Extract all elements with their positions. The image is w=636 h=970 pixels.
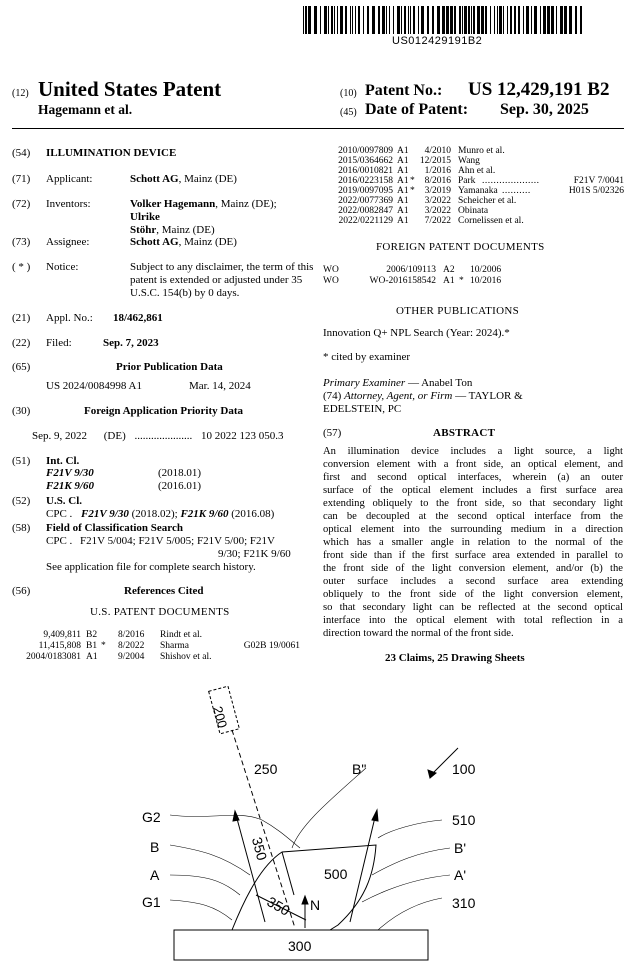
- code-10: (10): [340, 88, 357, 99]
- foreign-priority: [32, 430, 284, 443]
- barcode-bar: [462, 6, 463, 34]
- barcode-bar: [308, 6, 311, 34]
- ref-date: 7/2022: [424, 216, 451, 226]
- refs-heading: References Cited: [124, 585, 204, 597]
- barcode-bar: [410, 6, 411, 34]
- ref-kind: A1: [397, 186, 409, 196]
- ref-number: 2010/0097809: [338, 146, 393, 156]
- ref-number: 2022/0082847: [338, 206, 393, 216]
- ref-name: Scheicher et al.: [458, 196, 517, 206]
- inventor-1-location: , Mainz (DE);: [215, 198, 277, 210]
- foreign-heading: Foreign Application Priority Data: [84, 405, 243, 417]
- leader-310: [378, 898, 442, 930]
- ref-date: 4/2010: [424, 146, 451, 156]
- barcode-bar: [345, 6, 347, 34]
- barcode-bar: [514, 6, 516, 34]
- barcode-bar: [477, 6, 480, 34]
- label-n: N: [310, 897, 321, 913]
- barcode-bar: [378, 6, 380, 34]
- examiner-name: — Anabel Ton: [405, 377, 473, 389]
- attorney-label: Attorney, Agent, or Firm: [344, 390, 453, 402]
- barcode-bar: [518, 6, 520, 34]
- applicant-name: Schott AG: [130, 173, 179, 185]
- cpc-label: CPC .: [46, 508, 73, 520]
- optical-element: [232, 845, 376, 930]
- barcode-graphic: [303, 6, 585, 34]
- publication-number: US012429191B2: [392, 35, 483, 47]
- appl-number: 18/462,861: [113, 312, 163, 324]
- barcode-bar: [437, 6, 440, 34]
- abstract-line: surface of the optical element includes a first surface area: [323, 485, 623, 496]
- barcode-bar: [503, 6, 504, 34]
- inventor-1-name: Volker Hagemann: [130, 198, 216, 210]
- barcode-bar: [358, 6, 360, 34]
- ref-date: 8/2016: [424, 176, 451, 186]
- barcode-bar: [551, 6, 554, 34]
- intcl-class: F21K 9/60: [46, 480, 94, 492]
- applicant-location: , Mainz (DE): [178, 173, 237, 185]
- abstract-text: [323, 445, 623, 640]
- barcode-bar: [490, 6, 491, 34]
- foreign-code: (30): [12, 405, 31, 417]
- barcode-bar: [531, 6, 532, 34]
- cpc-class-2: F21K 9/60: [180, 508, 229, 520]
- label-b-prime: B': [454, 840, 467, 856]
- prior-date: Mar. 14, 2024: [189, 380, 251, 392]
- document-type: United States Patent: [38, 77, 222, 101]
- ref-number: 11,415,808: [38, 641, 81, 651]
- barcode-bar: [427, 6, 429, 34]
- ref-number: 2016/0223158: [338, 176, 393, 186]
- ref-date: 8/2022: [118, 641, 145, 651]
- barcode-bar: [393, 6, 394, 34]
- barcode-bar: [401, 6, 402, 34]
- filed-code: (22): [12, 337, 31, 349]
- field-line-1: F21V 5/004; F21V 5/005; F21V 5/00; F21V: [80, 535, 275, 547]
- field-line-2: 9/30; F21K 9/60: [218, 548, 291, 560]
- ref-star: *: [101, 641, 106, 651]
- abstract-line: direction toward the normal of the front side.: [323, 628, 514, 639]
- barcode-bar: [334, 6, 335, 34]
- ref-date: 12/2015: [419, 156, 451, 166]
- ref-kind: A1: [86, 652, 98, 662]
- barcode-bar: [314, 6, 317, 34]
- label-g2: G2: [142, 809, 161, 825]
- prior-code: (65): [12, 361, 31, 373]
- ref-name: Sharma: [160, 641, 190, 651]
- prior-heading: Prior Publication Data: [116, 361, 223, 373]
- ref-kind: A1: [443, 276, 455, 286]
- ref-star: *: [459, 276, 464, 286]
- barcode-bar: [350, 6, 351, 34]
- barcode-bar: [459, 6, 461, 34]
- ref-number: WO-2016158542: [369, 276, 436, 286]
- abstract-line: outer surface includes a second surface area extending: [323, 576, 623, 587]
- ref-date: 10/2016: [470, 276, 502, 286]
- barcode-bar: [367, 6, 369, 34]
- attorney-code: (74): [323, 390, 342, 402]
- field-cpc-label: CPC .: [46, 535, 73, 547]
- label-200: 200: [210, 704, 231, 730]
- uscl-label: U.S. Cl.: [46, 495, 83, 507]
- other-pubs-heading: OTHER PUBLICATIONS: [396, 305, 520, 317]
- barcode-bar: [523, 6, 524, 34]
- barcode-bar: [363, 6, 364, 34]
- abstract-line: An illumination device includes a light source, a light: [323, 446, 623, 457]
- barcode-bar: [305, 6, 307, 34]
- barcode-bar: [575, 6, 577, 34]
- inventors-label: Inventors:: [46, 198, 91, 210]
- ref-name: Cornelissen et al.: [458, 216, 524, 226]
- barcode-bar: [408, 6, 409, 34]
- ref-class: F21V 7/0041: [573, 176, 624, 186]
- ref-name: Shishov et al.: [160, 652, 212, 662]
- cpc-version-1: (2018.02);: [128, 508, 181, 520]
- barcode-bar: [386, 6, 387, 34]
- barcode-bar: [507, 6, 508, 34]
- assignee-location: , Mainz (DE): [178, 236, 237, 248]
- label-310: 310: [452, 895, 476, 911]
- barcode-bar: [569, 6, 572, 34]
- ref-kind: A1: [397, 166, 409, 176]
- leader-a-prime: [362, 875, 450, 902]
- barcode-bar: [413, 6, 415, 34]
- barcode-bar: [450, 6, 453, 34]
- abstract-line: first and second optical interfaces, wherein (a) an outer: [323, 472, 623, 483]
- intcl-version: (2016.01): [158, 480, 202, 492]
- barcode-bar: [397, 6, 400, 34]
- ref-number: 2015/0364662: [338, 156, 393, 166]
- abstract-line: extending obliquely to the front side, so that secondary light: [323, 498, 623, 509]
- ray-arrow-right: [372, 810, 378, 821]
- ref-name: Park: [458, 176, 476, 186]
- ref-kind: A1: [397, 146, 409, 156]
- barcode-bar: [543, 6, 546, 34]
- appl-code: (21): [12, 312, 31, 324]
- ref-name: Munro et al.: [458, 146, 505, 156]
- title-code: (54): [12, 147, 31, 159]
- ref-kind: A1: [397, 176, 409, 186]
- notice-line: Subject to any disclaimer, the term of this: [130, 261, 314, 273]
- examiner: [323, 377, 472, 390]
- notice-line: patent is extended or adjusted under 35: [130, 274, 303, 286]
- label-a: A: [150, 867, 160, 883]
- barcode-bar: [355, 6, 356, 34]
- ref-star: *: [410, 186, 415, 196]
- field-code: (58): [12, 522, 31, 534]
- label-350-b: 350: [264, 893, 293, 919]
- abstract-line: interface into the optical element with total reflection in a: [323, 615, 623, 626]
- barcode-bar: [580, 6, 582, 34]
- ref-kind: B2: [86, 630, 98, 640]
- abstract-line: front side than if the first surface area extended in parallel to: [323, 550, 623, 561]
- header-rule: [12, 128, 624, 129]
- barcode-bar: [337, 6, 338, 34]
- abstract-line: obliquely to the front side of the light conversion element,: [323, 589, 623, 600]
- barcode-bar: [564, 6, 567, 34]
- ref-country: WO: [323, 276, 339, 286]
- leader-b-prime: [372, 848, 450, 875]
- barcode-bar: [382, 6, 385, 34]
- label-510: 510: [452, 812, 476, 828]
- inventor-2-location: , Mainz (DE): [156, 224, 215, 236]
- barcode-bar: [454, 6, 456, 34]
- abstract-line: can be decoupled at the second optical interface from the: [323, 511, 623, 522]
- barcode-bar: [510, 6, 512, 34]
- ref-kind: A1: [397, 156, 409, 166]
- barcode-bar: [303, 6, 304, 34]
- barcode-bar: [432, 6, 434, 34]
- ref-date: 3/2019: [424, 186, 451, 196]
- refs-code: (56): [12, 585, 31, 597]
- ref-date: 10/2006: [470, 265, 502, 275]
- ref-name: Ahn et al.: [458, 166, 496, 176]
- ref-number: 2022/0221129: [338, 216, 393, 226]
- label-250: 250: [254, 761, 278, 777]
- abstract-code: (57): [323, 427, 342, 439]
- intcl-code: (51): [12, 455, 31, 467]
- abstract-line: optical element into the surrounding medium in a direction: [323, 524, 623, 535]
- foreign-date: Sep. 9, 2022: [32, 430, 87, 442]
- barcode-bar: [328, 6, 329, 34]
- patent-date: Sep. 30, 2025: [500, 101, 589, 118]
- barcode-bar: [556, 6, 557, 34]
- label-100: 100: [452, 761, 476, 777]
- ref-name: Rindt et al.: [160, 630, 202, 640]
- leader-510: [378, 820, 442, 838]
- barcode-bar: [468, 6, 470, 34]
- barcode-bar: [481, 6, 484, 34]
- abstract-line: conversion element with a front side, an optical element, and: [323, 459, 623, 470]
- examiner-label: Primary Examiner: [323, 377, 406, 389]
- abstract-line: which has a smaller angle in relation to the normal of the: [323, 537, 623, 548]
- barcode-bar: [464, 6, 467, 34]
- ref-date: 1/2016: [424, 166, 451, 176]
- foreign-number: 10 2022 123 050.3: [201, 430, 284, 442]
- label-b: B: [150, 839, 160, 855]
- barcode-bar: [471, 6, 472, 34]
- inventors-code: (72): [12, 198, 31, 210]
- barcode-bar: [340, 6, 343, 34]
- barcode-bar: [473, 6, 475, 34]
- ref-kind: A1: [397, 216, 409, 226]
- appl-label: Appl. No.:: [46, 312, 93, 324]
- label-500: 500: [324, 866, 348, 882]
- assignee: [130, 236, 237, 249]
- light-ray-right: [350, 813, 376, 922]
- ref-number: 2022/0077369: [338, 196, 393, 206]
- attorney: [323, 390, 523, 403]
- field-label: Field of Classification Search: [46, 522, 183, 534]
- abstract-line: so that secondary light can be reflected at the second optical: [323, 602, 623, 613]
- ref-number: 2019/0097095: [338, 186, 393, 196]
- uscl-code: (52): [12, 495, 31, 507]
- ref-name: Wang: [458, 156, 480, 166]
- ref-date: 8/2016: [118, 630, 145, 640]
- intcl-label: Int. Cl.: [46, 455, 80, 467]
- field-note: See application file for complete search history.: [46, 561, 256, 573]
- patent-no-label: Patent No.:: [365, 82, 443, 99]
- invention-title: ILLUMINATION DEVICE: [46, 147, 177, 159]
- leader-a: [170, 875, 240, 895]
- barcode-bar: [547, 6, 550, 34]
- cpc-line: [46, 508, 274, 521]
- barcode-bar: [320, 6, 321, 34]
- attorney-line-2: EDELSTEIN, PC: [323, 403, 402, 415]
- patent-drawing: [0, 670, 636, 970]
- assignee-code: (73): [12, 236, 31, 248]
- assignee-name: Schott AG: [130, 236, 179, 248]
- ref-number: 2006/109113: [386, 265, 436, 275]
- label-a-prime: A': [454, 867, 467, 883]
- ref-name: Obinata: [458, 206, 489, 216]
- ref-class: H01S 5/02326: [568, 186, 624, 196]
- barcode-bar: [560, 6, 563, 34]
- intcl-version: (2018.01): [158, 467, 202, 479]
- ref-dots: ....................: [482, 176, 540, 186]
- code-45: (45): [340, 107, 357, 118]
- notice-code: ( * ): [12, 261, 31, 273]
- ref-date: 9/2004: [118, 652, 145, 662]
- barcode-bar: [526, 6, 529, 34]
- date-label: Date of Patent:: [365, 101, 469, 118]
- barcode-bar: [485, 6, 487, 34]
- barcode-bar: [372, 6, 375, 34]
- inventor-2-last: Stöhr: [130, 224, 157, 236]
- ref-kind: A1: [397, 196, 409, 206]
- barcode-bar: [331, 6, 333, 34]
- filed-date: Sep. 7, 2023: [103, 337, 159, 349]
- barcode-bar: [404, 6, 406, 34]
- barcode-bar: [534, 6, 537, 34]
- barcode-bar: [497, 6, 498, 34]
- cited-note: * cited by examiner: [323, 351, 411, 363]
- code-12: (12): [12, 88, 29, 99]
- label-g1: G1: [142, 894, 161, 910]
- barcode-bar: [494, 6, 495, 34]
- barcode-bar: [324, 6, 327, 34]
- ref-number: 9,409,811: [43, 630, 81, 640]
- claims-count: 23 Claims, 25 Drawing Sheets: [385, 652, 525, 664]
- abstract-line: the front side of the light conversion element, and/or (b) the: [323, 563, 623, 574]
- foreign-docs-heading: FOREIGN PATENT DOCUMENTS: [376, 241, 545, 253]
- barcode-bar: [442, 6, 445, 34]
- barcode-bar: [446, 6, 449, 34]
- label-b2: B": [352, 761, 367, 777]
- notice-line: U.S.C. 154(b) by 0 days.: [130, 287, 240, 299]
- cpc-class-1: F21V 9/30: [81, 508, 129, 520]
- ref-dots: ..........: [502, 186, 531, 196]
- attorney-line-1: — TAYLOR &: [452, 390, 523, 402]
- optical-element-edge: [282, 852, 294, 895]
- ref-number: 2016/0010821: [338, 166, 393, 176]
- barcode-bar: [499, 6, 502, 34]
- ref-star: *: [410, 176, 415, 186]
- label-350-a: 350: [248, 835, 271, 863]
- us-docs-heading: U.S. PATENT DOCUMENTS: [90, 606, 230, 618]
- other-publication: Innovation Q+ NPL Search (Year: 2024).*: [323, 327, 510, 339]
- cpc-version-2: (2016.08): [228, 508, 275, 520]
- ref-country: WO: [323, 265, 339, 275]
- leader-b: [170, 845, 250, 875]
- ray-arrow-left: [233, 811, 239, 821]
- barcode-bar: [389, 6, 390, 34]
- filed-label: Filed:: [46, 337, 72, 349]
- intcl-class: F21V 9/30: [46, 467, 94, 479]
- patent-number: US 12,429,191 B2: [468, 79, 610, 100]
- notice-label: Notice:: [46, 261, 79, 273]
- foreign-country: (DE): [103, 430, 126, 442]
- barcode-bar: [540, 6, 541, 34]
- inventors-short: Hagemann et al.: [38, 102, 133, 117]
- ref-number: 2004/0183081: [26, 652, 81, 662]
- foreign-dots: .....................: [134, 430, 193, 442]
- inventor-2-first: Ulrike: [130, 211, 160, 223]
- prior-publication: US 2024/0084998 A1: [46, 380, 142, 392]
- ref-date: 3/2022: [424, 196, 451, 206]
- ref-name: Yamanaka: [458, 186, 498, 196]
- barcode-bar: [421, 6, 424, 34]
- ref-kind: A1: [397, 206, 409, 216]
- barcode-bar: [418, 6, 419, 34]
- abstract-heading: ABSTRACT: [433, 427, 496, 439]
- applicant-code: (71): [12, 173, 31, 185]
- assignee-label: Assignee:: [46, 236, 90, 248]
- barcode-bar: [352, 6, 353, 34]
- ref-kind: B1: [86, 641, 98, 651]
- applicant-label: Applicant:: [46, 173, 93, 185]
- barcode: [303, 6, 585, 34]
- label-300: 300: [288, 938, 312, 954]
- ref-class: G02B 19/0061: [243, 641, 300, 651]
- ref-date: 3/2022: [424, 206, 451, 216]
- normal-arrow-head: [302, 896, 308, 904]
- leader-b2: [292, 768, 366, 848]
- leader-g1: [170, 900, 232, 920]
- ref-kind: A2: [443, 265, 455, 275]
